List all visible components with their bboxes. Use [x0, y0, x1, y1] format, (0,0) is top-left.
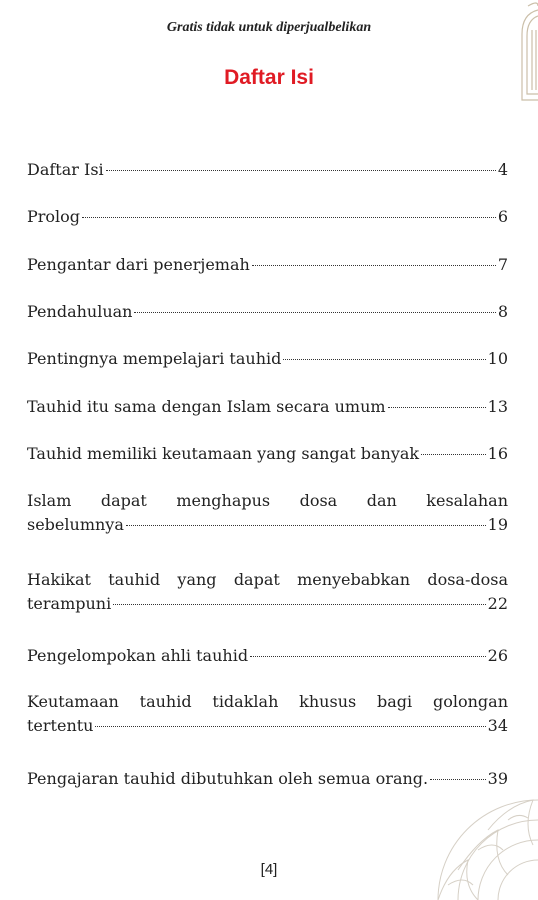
- toc-entry-page: 8: [497, 302, 508, 321]
- toc-entry-page: 4: [497, 160, 508, 179]
- header-note: Gratis tidak untuk diperjualbelikan: [166, 20, 372, 35]
- toc-entry-title: Tauhid memiliki keutamaan yang sangat banyak: [27, 444, 420, 463]
- dot-leader: [430, 779, 486, 780]
- toc-entry-title: Pengajaran tauhid dibutuhkan oleh semua orang.: [27, 769, 429, 788]
- toc-entry-page: 16: [487, 444, 508, 463]
- toc-entry-title: Prolog: [27, 207, 81, 226]
- toc-entry-title-line2: tertentu: [27, 716, 94, 735]
- toc-entry[interactable]: [27, 395, 508, 419]
- page-number: [4]: [260, 861, 278, 878]
- dot-leader: [252, 265, 496, 266]
- dot-leader: [250, 656, 486, 657]
- toc-entry[interactable]: [27, 300, 508, 324]
- dot-leader: [82, 217, 496, 218]
- toc-entry-page: 13: [487, 397, 508, 416]
- toc-entry[interactable]: [27, 767, 508, 791]
- toc-entry-page: 34: [487, 716, 508, 735]
- dot-leader: [283, 359, 485, 360]
- toc-entry-title-line2: terampuni: [27, 594, 112, 613]
- toc-entry-page: 10: [487, 349, 508, 368]
- dot-leader: [421, 454, 486, 455]
- toc-entry[interactable]: [27, 489, 508, 537]
- toc-entry-title: Pentingnya mempelajari tauhid: [27, 349, 282, 368]
- dot-leader: [106, 170, 496, 171]
- dot-leader: [113, 604, 485, 605]
- dot-leader: [126, 525, 486, 526]
- toc-entry-title: Pengelompokan ahli tauhid: [27, 646, 249, 665]
- toc-entry-page: 19: [487, 515, 508, 534]
- dot-leader: [134, 312, 495, 313]
- toc-entry[interactable]: [27, 347, 508, 371]
- toc-entry-title-line1: Islam dapat menghapus dosa dan kesalahan: [27, 491, 508, 510]
- toc-entry-title-line1: Hakikat tauhid yang dapat menyebabkan dosa-dosa: [27, 570, 508, 589]
- toc-entry-page: 39: [487, 769, 508, 788]
- dot-leader: [95, 726, 485, 727]
- toc-entry-title: Daftar Isi: [27, 160, 104, 179]
- toc-entry-page: 22: [487, 594, 508, 613]
- toc-entry-title: Pendahuluan: [27, 302, 133, 321]
- toc-entry-title-line1: Keutamaan tauhid tidaklah khusus bagi golongan: [27, 692, 508, 711]
- dot-leader: [388, 407, 486, 408]
- page-title: Daftar Isi: [224, 66, 314, 89]
- decorative-mandala-ornament: [368, 790, 538, 900]
- toc-entry-title-line2: sebelumnya: [27, 515, 124, 534]
- toc-entry[interactable]: [27, 568, 508, 616]
- decorative-border-ornament: [514, 0, 538, 110]
- toc-entry-page: 6: [497, 207, 508, 226]
- toc-entry[interactable]: [27, 158, 508, 182]
- toc-entry[interactable]: [27, 205, 508, 229]
- toc-entry[interactable]: [27, 690, 508, 738]
- toc-entry-title: Pengantar dari penerjemah: [27, 255, 250, 274]
- toc-entry[interactable]: [27, 253, 508, 277]
- toc-entry-page: 7: [497, 255, 508, 274]
- toc-entry-title: Tauhid itu sama dengan Islam secara umum: [27, 397, 386, 416]
- toc-entry[interactable]: [27, 644, 508, 668]
- toc-entry[interactable]: [27, 442, 508, 466]
- toc-entry-page: 26: [487, 646, 508, 665]
